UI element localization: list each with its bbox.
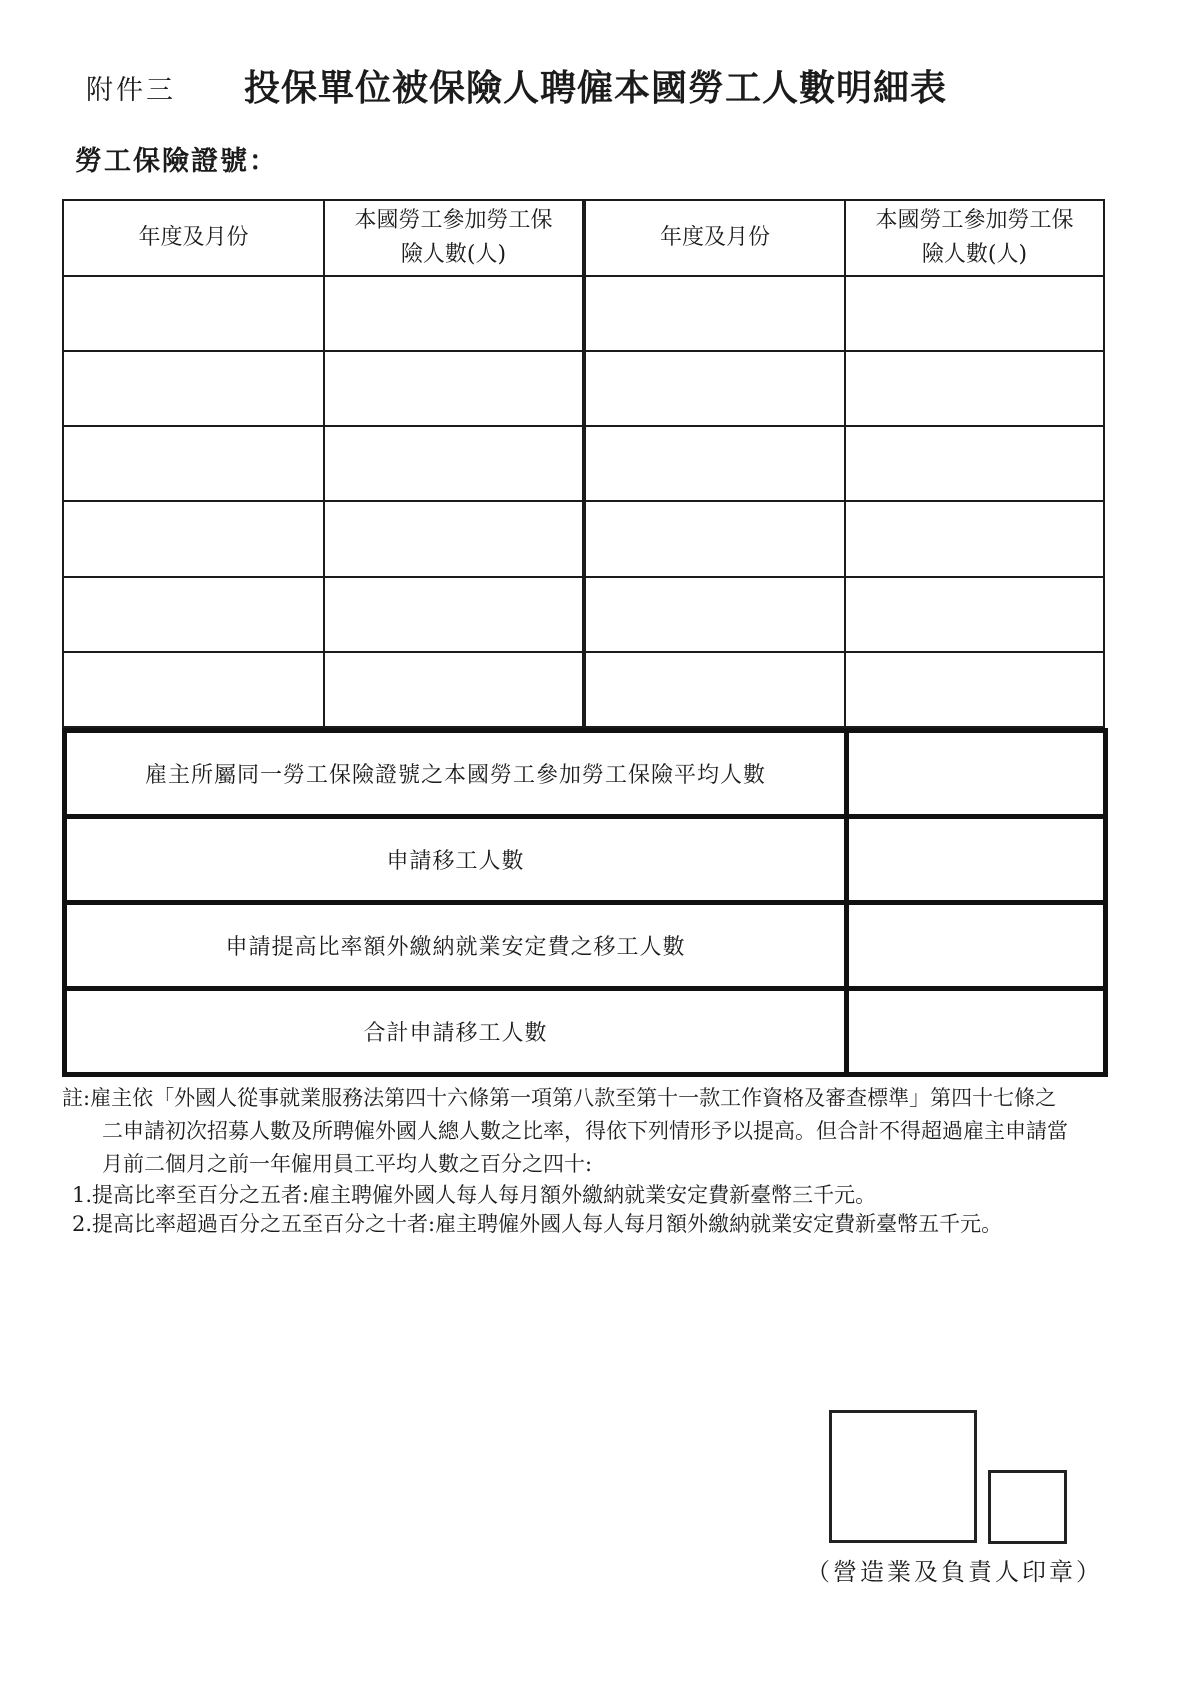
summary-value-average-insured [847, 731, 1106, 817]
page-title: 投保單位被保險人聘僱本國勞工人數明細表 [244, 67, 948, 109]
table-row [63, 276, 1104, 351]
cell-year-month [584, 276, 845, 351]
cell-year-month [584, 351, 845, 426]
cell-year-month [584, 426, 845, 501]
header-insured-count-left: 本國勞工參加勞工保險人數(人) [324, 200, 584, 276]
cell-year-month [584, 652, 845, 727]
summary-value-extra-fee-migrant-workers [847, 903, 1106, 989]
footnote [62, 1082, 1152, 1239]
header-year-month-left: 年度及月份 [63, 200, 324, 276]
cell-year-month [63, 577, 324, 652]
summary-label-applied-migrant-workers: 申請移工人數 [65, 817, 847, 903]
cell-insured-count [324, 577, 584, 652]
table-row [63, 652, 1104, 727]
labor-insurance-number-label: 勞工保險證號： [75, 146, 278, 177]
footnote-item-1: 1.提高比率至百分之五者:雇主聘僱外國人每人每月額外繳納就業安定費新臺幣三千元。 [72, 1183, 877, 1207]
stamp-caption: （營造業及負責人印章） [806, 1558, 1103, 1586]
cell-insured-count [845, 351, 1104, 426]
summary-value-applied-migrant-workers [847, 817, 1106, 903]
monthly-worker-count-table [62, 199, 1105, 728]
cell-year-month [63, 351, 324, 426]
table-row [63, 501, 1104, 576]
cell-insured-count [845, 426, 1104, 501]
footnote-line: 二申請初次招募人數及所聘僱外國人總人數之比率，得依下列情形予以提高。但合計不得超過雇主申請當 [102, 1119, 1068, 1143]
cell-insured-count [845, 276, 1104, 351]
table-row [63, 426, 1104, 501]
cell-insured-count [845, 577, 1104, 652]
cell-year-month [63, 501, 324, 576]
table-row [63, 577, 1104, 652]
cell-insured-count [845, 501, 1104, 576]
footnote-line: 月前二個月之前一年僱用員工平均人數之百分之四十: [102, 1152, 593, 1176]
attachment-label: 附件三 [86, 75, 176, 106]
cell-year-month [63, 426, 324, 501]
summary-label-total-migrant-workers: 合計申請移工人數 [65, 989, 847, 1075]
header-insured-count-right: 本國勞工參加勞工保險人數(人) [845, 200, 1104, 276]
cell-insured-count [324, 351, 584, 426]
header-year-month-right: 年度及月份 [584, 200, 845, 276]
cell-insured-count [324, 652, 584, 727]
header-row [63, 200, 1104, 276]
footnote-line: 註:雇主依「外國人從事就業服務法第四十六條第一項第八款至第十一款工作資格及審查標準」第四十七條之 [62, 1086, 1057, 1110]
cell-insured-count [324, 426, 584, 501]
summary-table [62, 728, 1108, 1077]
stamp-box-construction-company [829, 1410, 977, 1543]
stamp-box-responsible-person [988, 1470, 1067, 1544]
summary-label-extra-fee-migrant-workers: 申請提高比率額外繳納就業安定費之移工人數 [65, 903, 847, 989]
summary-label-average-insured: 雇主所屬同一勞工保險證號之本國勞工參加勞工保險平均人數 [65, 731, 847, 817]
cell-year-month [584, 501, 845, 576]
summary-row [65, 731, 1106, 817]
summary-row [65, 817, 1106, 903]
cell-year-month [584, 577, 845, 652]
cell-insured-count [845, 652, 1104, 727]
cell-insured-count [324, 276, 584, 351]
cell-year-month [63, 652, 324, 727]
table-row [63, 351, 1104, 426]
summary-row [65, 989, 1106, 1075]
summary-value-total-migrant-workers [847, 989, 1106, 1075]
footnote-item-2: 2.提高比率超過百分之五至百分之十者:雇主聘僱外國人每人每月額外繳納就業安定費新臺幣五千元。 [72, 1212, 1003, 1236]
cell-year-month [63, 276, 324, 351]
cell-insured-count [324, 501, 584, 576]
summary-row [65, 903, 1106, 989]
